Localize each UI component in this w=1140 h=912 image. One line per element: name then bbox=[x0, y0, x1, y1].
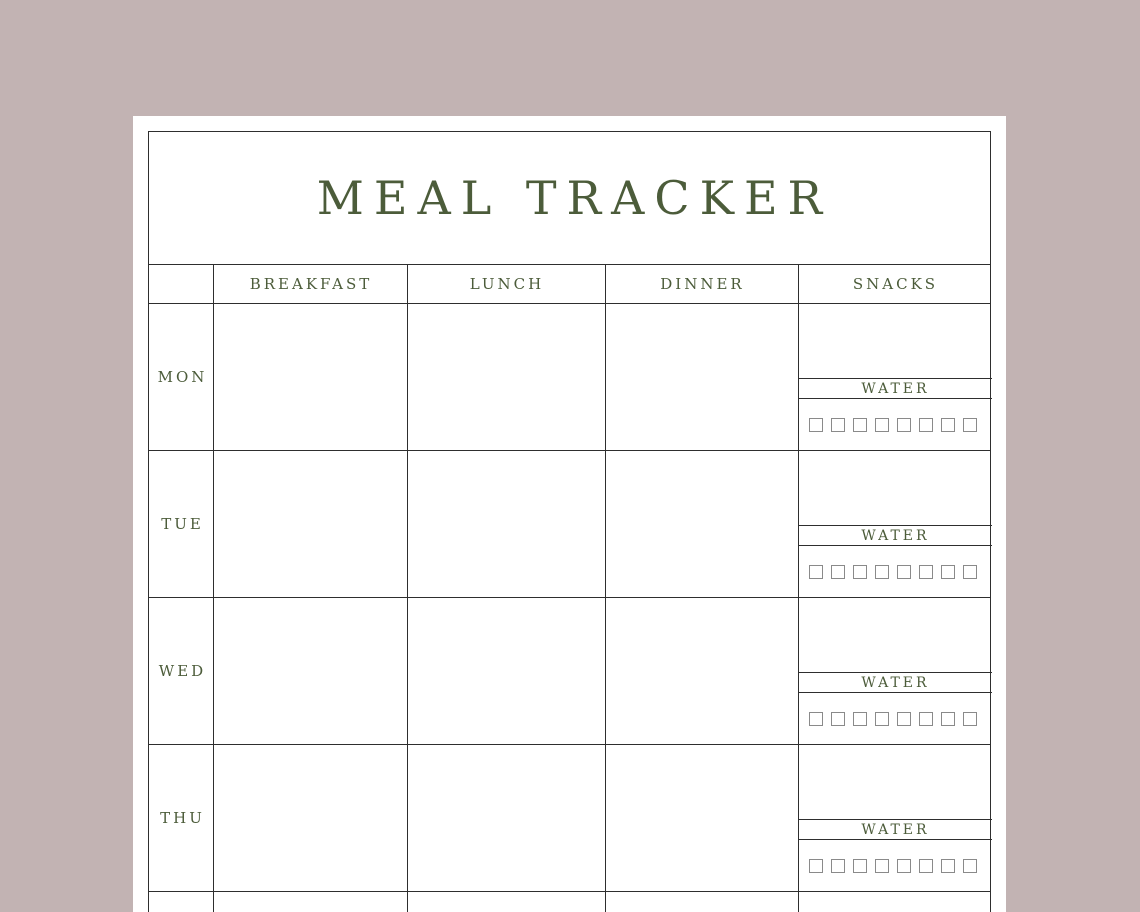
water-glass-checkbox[interactable] bbox=[853, 859, 867, 873]
dinner-cell[interactable] bbox=[606, 304, 798, 450]
water-glass-checkbox[interactable] bbox=[963, 565, 977, 579]
page-title: MEAL TRACKER bbox=[316, 171, 833, 225]
day-label: MON bbox=[157, 368, 208, 386]
water-glass-checkbox[interactable] bbox=[831, 565, 845, 579]
day-row-3 bbox=[149, 745, 990, 892]
water-glass-checkbox[interactable] bbox=[963, 859, 977, 873]
breakfast-cell[interactable] bbox=[214, 598, 407, 744]
water-glass-checkbox[interactable] bbox=[875, 565, 889, 579]
water-glass-checkbox[interactable] bbox=[875, 418, 889, 432]
water-glass-checkbox[interactable] bbox=[897, 712, 911, 726]
water-glass-checkbox[interactable] bbox=[963, 418, 977, 432]
dinner-cell[interactable] bbox=[606, 745, 798, 891]
lunch-cell[interactable] bbox=[408, 745, 605, 891]
day-label: TUE bbox=[161, 515, 204, 533]
water-glass-checkbox[interactable] bbox=[853, 565, 867, 579]
breakfast-cell[interactable] bbox=[214, 451, 407, 597]
water-glass-checkboxes bbox=[809, 418, 977, 432]
water-glass-checkbox[interactable] bbox=[809, 712, 823, 726]
water-glass-checkbox[interactable] bbox=[831, 418, 845, 432]
water-glass-checkbox[interactable] bbox=[941, 418, 955, 432]
snacks-cell[interactable] bbox=[799, 304, 992, 450]
water-glass-checkbox[interactable] bbox=[963, 712, 977, 726]
water-glass-checkbox[interactable] bbox=[831, 859, 845, 873]
water-glass-checkbox[interactable] bbox=[919, 418, 933, 432]
column-header-row bbox=[149, 265, 990, 304]
column-header-breakfast: BREAKFAST bbox=[249, 275, 373, 293]
water-glass-checkbox[interactable] bbox=[941, 859, 955, 873]
snacks-cell[interactable] bbox=[799, 451, 992, 597]
water-glass-checkbox[interactable] bbox=[875, 859, 889, 873]
column-header-snacks: SNACKS bbox=[852, 275, 939, 293]
lunch-cell[interactable] bbox=[408, 451, 605, 597]
day-label: WED bbox=[158, 662, 207, 680]
water-glass-checkbox[interactable] bbox=[897, 418, 911, 432]
water-label: WATER bbox=[799, 378, 992, 399]
water-label: WATER bbox=[799, 819, 992, 840]
water-glass-checkbox[interactable] bbox=[919, 565, 933, 579]
water-glass-checkbox[interactable] bbox=[919, 859, 933, 873]
water-glass-checkboxes bbox=[809, 565, 977, 579]
dinner-cell[interactable] bbox=[606, 598, 798, 744]
water-glass-checkbox[interactable] bbox=[831, 712, 845, 726]
water-glass-checkbox[interactable] bbox=[875, 712, 889, 726]
snacks-cell[interactable] bbox=[799, 745, 992, 891]
water-glass-checkbox[interactable] bbox=[919, 712, 933, 726]
day-row-0 bbox=[149, 304, 990, 451]
water-glass-checkbox[interactable] bbox=[941, 712, 955, 726]
water-label: WATER bbox=[799, 672, 992, 693]
lunch-cell[interactable] bbox=[408, 598, 605, 744]
day-label: THU bbox=[160, 809, 205, 827]
day-row-2 bbox=[149, 598, 990, 745]
water-label: WATER bbox=[799, 525, 992, 546]
water-glass-checkbox[interactable] bbox=[853, 418, 867, 432]
column-header-dinner: DINNER bbox=[660, 275, 745, 293]
water-glass-checkbox[interactable] bbox=[809, 565, 823, 579]
water-glass-checkbox[interactable] bbox=[941, 565, 955, 579]
water-glass-checkbox[interactable] bbox=[809, 418, 823, 432]
day-row-1 bbox=[149, 451, 990, 598]
breakfast-cell[interactable] bbox=[214, 745, 407, 891]
water-glass-checkbox[interactable] bbox=[897, 859, 911, 873]
breakfast-cell[interactable] bbox=[214, 304, 407, 450]
water-glass-checkbox[interactable] bbox=[809, 859, 823, 873]
water-glass-checkboxes bbox=[809, 859, 977, 873]
tracker-table bbox=[148, 131, 991, 912]
water-glass-checkbox[interactable] bbox=[853, 712, 867, 726]
snacks-cell[interactable] bbox=[799, 598, 992, 744]
planner-page bbox=[133, 116, 1006, 912]
water-glass-checkbox[interactable] bbox=[897, 565, 911, 579]
column-header-lunch: LUNCH bbox=[469, 275, 545, 293]
lunch-cell[interactable] bbox=[408, 304, 605, 450]
water-glass-checkboxes bbox=[809, 712, 977, 726]
dinner-cell[interactable] bbox=[606, 451, 798, 597]
